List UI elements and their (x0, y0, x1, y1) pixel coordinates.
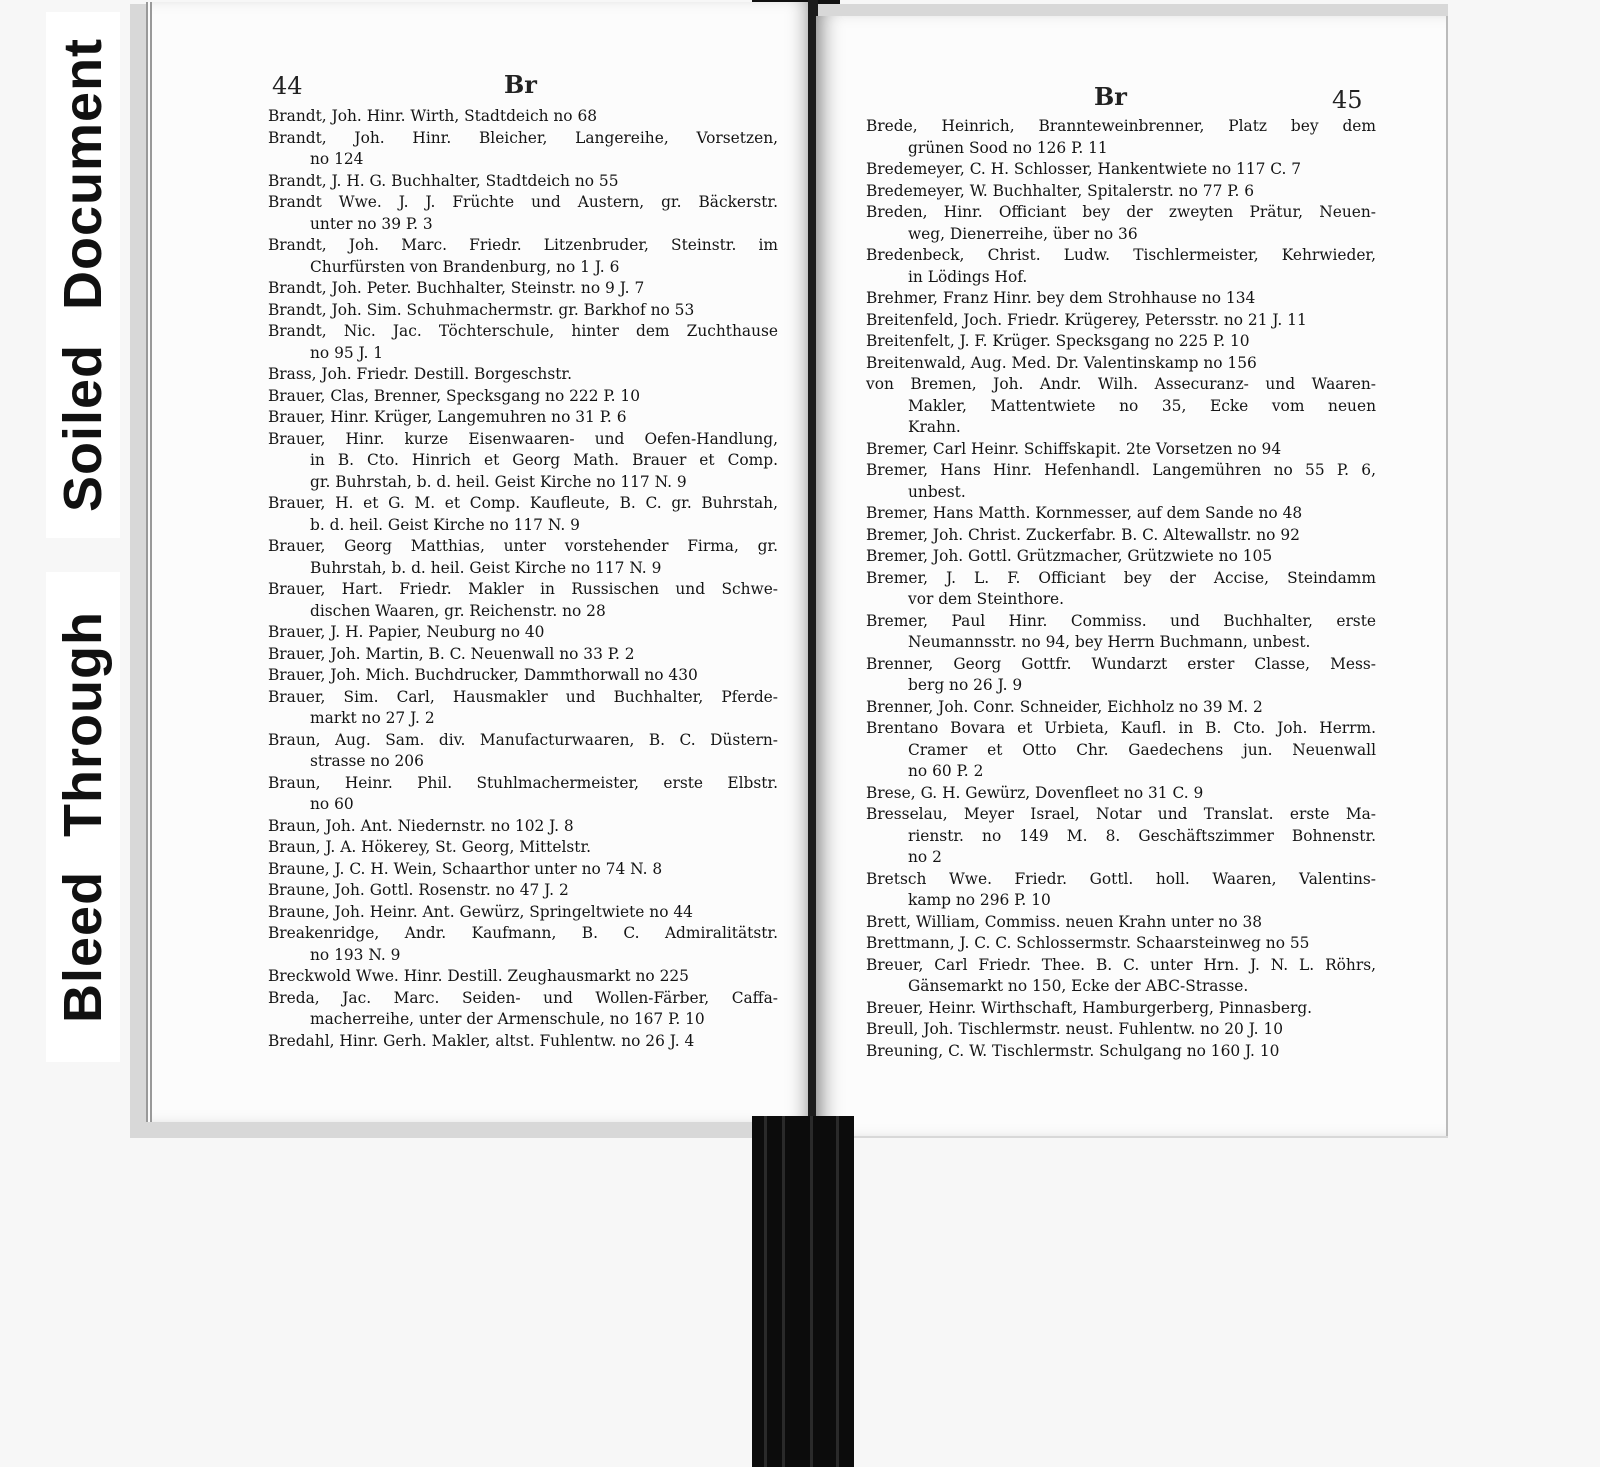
directory-entry (866, 1019, 1376, 1041)
entry-line: Brauer, Clas, Brenner, Specksgang no 222 P. 10 (268, 386, 641, 405)
entry-continuation-line: macherreihe, unter der Armenschule, no 167 P. 10 (310, 1010, 705, 1028)
entry-line: Braune, Joh. Heinr. Ant. Gewürz, Springeltwiete no 44 (268, 902, 693, 921)
directory-entry (866, 374, 1376, 439)
directory-entry (268, 386, 778, 408)
entry-line: Braune, J. C. H. Wein, Schaarthor unter no 74 N. 8 (268, 859, 663, 878)
entry-line: Bremer, Carl Heinr. Schiffskapit. 2te Vorsetzen no 94 (866, 439, 1282, 458)
directory-entry (866, 353, 1376, 375)
directory-entry (268, 321, 778, 364)
directory-entry (268, 730, 778, 773)
entry-continuation-line: no 124 (310, 150, 364, 168)
directory-entry (268, 859, 778, 881)
directory-entry (866, 1041, 1376, 1063)
entry-line: Breda, Jac. Marc. Seiden- und Wollen-Färber, Caffa- (268, 988, 778, 1007)
directory-entry (268, 171, 778, 193)
left-page-heading: Br (504, 70, 537, 99)
entry-line: Brass, Joh. Friedr. Destill. Borgeschstr. (268, 365, 572, 383)
left-page (146, 2, 814, 1122)
entry-line: Bremer, J. L. F. Officiant bey der Accise, Steindamm (866, 568, 1376, 587)
entry-continuation-line: in B. Cto. Hinrich et Georg Math. Brauer et Comp. (310, 451, 778, 469)
directory-entry (268, 622, 778, 644)
entry-line: Bredenbeck, Christ. Ludw. Tischlermeister, Kehrwieder, (866, 246, 1376, 264)
entry-line: Breuning, C. W. Tischlermstr. Schulgang no 160 J. 10 (866, 1041, 1280, 1060)
directory-entry (268, 364, 778, 386)
directory-entry (268, 106, 778, 128)
entry-line: Bredemeyer, W. Buchhalter, Spitalerstr. no 77 P. 6 (866, 181, 1255, 200)
entry-line: Brett, William, Commiss. neuen Krahn unter no 38 (866, 912, 1263, 931)
directory-entry (866, 181, 1376, 203)
entry-continuation-line: Makler, Mattentwiete no 35, Ecke vom neuen (908, 396, 1376, 415)
entry-line: Brauer, Joh. Martin, B. C. Neuenwall no 33 P. 2 (268, 644, 635, 663)
directory-entry (866, 159, 1376, 181)
entry-line: Bremer, Hans Hinr. Hefenhandl. Langemühren no 55 P. 6, (866, 461, 1376, 479)
directory-entry (866, 439, 1376, 461)
directory-entry (268, 902, 778, 924)
directory-entry (268, 687, 778, 730)
entry-line: Braun, Joh. Ant. Niedernstr. no 102 J. 8 (268, 816, 574, 835)
directory-entry (866, 546, 1376, 568)
entry-continuation-line: Krahn. (908, 418, 961, 436)
directory-entry (866, 783, 1376, 805)
entry-continuation-line: no 60 P. 2 (908, 762, 984, 780)
directory-entry (866, 331, 1376, 353)
entry-continuation-line: markt no 27 J. 2 (310, 709, 435, 727)
directory-entry (268, 278, 778, 300)
directory-entry (268, 235, 778, 278)
bottom-tab (752, 1116, 854, 1467)
entry-line: Braun, Heinr. Phil. Stuhlmachermeister, erste Elbstr. (268, 773, 778, 792)
directory-entry (866, 955, 1376, 998)
directory-entry (866, 310, 1376, 332)
directory-entry (866, 697, 1376, 719)
entry-line: Brese, G. H. Gewürz, Dovenfleet no 31 C. 9 (866, 783, 1204, 802)
entry-line: Breakenridge, Andr. Kaufmann, B. C. Admiralitätstr. (268, 924, 778, 942)
directory-entry (268, 192, 778, 235)
entry-continuation-line: Gänsemarkt no 150, Ecke der ABC-Strasse. (908, 977, 1249, 995)
entry-continuation-line: gr. Buhrstah, b. d. heil. Geist Kirche no 117 N. 9 (310, 472, 687, 491)
entry-line: Bresselau, Meyer Israel, Notar und Translat. erste Ma- (866, 805, 1376, 823)
entry-line: Bremer, Paul Hinr. Commiss. und Buchhalter, erste (866, 611, 1376, 630)
directory-entry (866, 568, 1376, 611)
directory-entry (268, 816, 778, 838)
entry-continuation-line: vor dem Steinthore. (908, 590, 1065, 608)
directory-entry (268, 493, 778, 536)
directory-entry (866, 288, 1376, 310)
directory-entry (268, 429, 778, 494)
entry-line: Brandt Wwe. J. J. Früchte und Austern, gr. Bäckerstr. (268, 193, 778, 211)
bleed-through-label: Bleed Through (46, 572, 120, 1062)
entry-line: Breuer, Carl Friedr. Thee. B. C. unter Hrn. J. N. L. Röhrs, (866, 955, 1376, 974)
entry-line: Braun, J. A. Hökerey, St. Georg, Mittelstr. (268, 838, 592, 856)
entry-line: Breull, Joh. Tischlermstr. neust. Fuhlentw. no 20 J. 10 (866, 1020, 1284, 1038)
entry-line: Breden, Hinr. Officiant bey der zweyten Prätur, Neuen- (866, 203, 1376, 221)
directory-entry (268, 880, 778, 902)
directory-entry (268, 536, 778, 579)
directory-entry (866, 525, 1376, 547)
entry-line: Brede, Heinrich, Brannteweinbrenner, Platz bey dem (866, 117, 1376, 135)
entry-line: Braune, Joh. Gottl. Rosenstr. no 47 J. 2 (268, 881, 569, 899)
entry-line: Braun, Aug. Sam. div. Manufacturwaaren, B. C. Düstern- (268, 730, 778, 749)
directory-entry (268, 407, 778, 429)
entry-line: Bretsch Wwe. Friedr. Gottl. holl. Waaren, Valentins- (866, 869, 1376, 888)
directory-entry (866, 116, 1376, 159)
entry-line: Bredemeyer, C. H. Schlosser, Hankentwiete no 117 C. 7 (866, 160, 1302, 178)
entry-continuation-line: kamp no 296 P. 10 (908, 891, 1051, 909)
entry-line: Bremer, Hans Matth. Kornmesser, auf dem Sande no 48 (866, 504, 1303, 522)
left-page-number: 44 (272, 72, 303, 100)
entry-line: Brenner, Joh. Conr. Schneider, Eichholz no 39 M. 2 (866, 697, 1263, 716)
entry-line: Brauer, J. H. Papier, Neuburg no 40 (268, 623, 545, 641)
entry-continuation-line: Cramer et Otto Chr. Gaedechens jun. Neuenwall (908, 740, 1376, 759)
entry-continuation-line: dischen Waaren, gr. Reichenstr. no 28 (310, 601, 606, 620)
directory-entry (866, 460, 1376, 503)
directory-entry (268, 579, 778, 622)
entry-line: Breuer, Heinr. Wirthschaft, Hamburgerberg, Pinnasberg. (866, 998, 1313, 1017)
entry-line: Brauer, Joh. Mich. Buchdrucker, Dammthorwall no 430 (268, 666, 698, 684)
directory-entry (268, 128, 778, 171)
directory-entry (268, 1031, 778, 1053)
entry-line: Breitenfelt, J. F. Krüger. Specksgang no 225 P. 10 (866, 332, 1250, 350)
entry-line: Bremer, Joh. Christ. Zuckerfabr. B. C. Altewallstr. no 92 (866, 525, 1300, 544)
entry-line: Brauer, Hinr. kurze Eisenwaaren- und Oefen-Handlung, (268, 429, 778, 448)
entry-line: Bredahl, Hinr. Gerh. Makler, altst. Fuhlentw. no 26 J. 4 (268, 1031, 695, 1050)
directory-entry (268, 923, 778, 966)
directory-entry (866, 912, 1376, 934)
directory-entry (268, 773, 778, 816)
left-entry-list (268, 106, 778, 1052)
right-page (816, 16, 1448, 1136)
entry-line: Brandt, Nic. Jac. Töchterschule, hinter dem Zuchthause (268, 322, 778, 340)
directory-entry (268, 837, 778, 859)
entry-continuation-line: grünen Sood no 126 P. 11 (908, 138, 1108, 157)
entry-continuation-line: berg no 26 J. 9 (908, 676, 1023, 694)
entry-continuation-line: Churfürsten von Brandenburg, no 1 J. 6 (310, 257, 620, 276)
entry-line: Brentano Bovara et Urbieta, Kaufl. in B. Cto. Joh. Herrm. (866, 719, 1376, 737)
entry-line: Brauer, Hart. Friedr. Makler in Russischen und Schwe- (268, 580, 778, 598)
entry-line: Brauer, Sim. Carl, Hausmakler und Buchhalter, Pferde- (268, 687, 778, 706)
right-entry-list (866, 116, 1376, 1062)
entry-line: Brauer, Hinr. Krüger, Langemuhren no 31 P. 6 (268, 408, 627, 426)
entry-continuation-line: unbest. (908, 482, 966, 501)
entry-continuation-line: Buhrstah, b. d. heil. Geist Kirche no 117 N. 9 (310, 558, 662, 577)
entry-continuation-line: rienstr. no 149 M. 8. Geschäftszimmer Bohnenstr. (908, 826, 1376, 845)
directory-entry (866, 804, 1376, 869)
entry-line: Brandt, Joh. Peter. Buchhalter, Steinstr. no 9 J. 7 (268, 279, 645, 297)
directory-entry (268, 966, 778, 988)
right-page-number: 45 (1332, 86, 1363, 114)
entry-continuation-line: strasse no 206 (310, 752, 424, 770)
directory-entry (268, 988, 778, 1031)
entry-line: Brandt, Joh. Hinr. Wirth, Stadtdeich no 68 (268, 107, 598, 125)
directory-entry (866, 998, 1376, 1020)
entry-continuation-line: no 95 J. 1 (310, 343, 384, 362)
directory-entry (866, 611, 1376, 654)
entry-line: Brandt, Joh. Hinr. Bleicher, Langereihe, Vorsetzen, (268, 128, 778, 147)
entry-line: Brandt, J. H. G. Buchhalter, Stadtdeich no 55 (268, 171, 619, 190)
entry-line: Brandt, Joh. Marc. Friedr. Litzenbruder, Steinstr. im (268, 236, 778, 254)
directory-entry (866, 654, 1376, 697)
entry-line: Brettmann, J. C. C. Schlossermstr. Schaarsteinweg no 55 (866, 934, 1310, 952)
directory-entry (866, 869, 1376, 912)
directory-entry (866, 718, 1376, 783)
entry-continuation-line: no 193 N. 9 (310, 945, 401, 964)
entry-continuation-line: unter no 39 P. 3 (310, 214, 433, 233)
entry-line: Breitenfeld, Joch. Friedr. Krügerey, Petersstr. no 21 J. 11 (866, 310, 1307, 329)
directory-entry (268, 644, 778, 666)
entry-continuation-line: b. d. heil. Geist Kirche no 117 N. 9 (310, 515, 580, 534)
right-page-heading: Br (1094, 82, 1127, 111)
directory-entry (268, 300, 778, 322)
entry-line: Brehmer, Franz Hinr. bey dem Strohhause no 134 (866, 289, 1256, 307)
entry-continuation-line: no 2 (908, 848, 942, 866)
entry-continuation-line: Neumannsstr. no 94, bey Herrn Buchmann, unbest. (908, 633, 1311, 651)
directory-entry (866, 933, 1376, 955)
directory-entry (866, 245, 1376, 288)
directory-entry (866, 503, 1376, 525)
entry-continuation-line: weg, Dienerreihe, über no 36 (908, 224, 1138, 243)
entry-continuation-line: no 60 (310, 795, 354, 813)
entry-line: von Bremen, Joh. Andr. Wilh. Assecuranz- und Waaren- (866, 375, 1376, 393)
directory-entry (268, 665, 778, 687)
directory-entry (866, 202, 1376, 245)
soiled-document-label: Soiled Document (46, 12, 120, 538)
entry-line: Brandt, Joh. Sim. Schuhmachermstr. gr. Barkhof no 53 (268, 300, 695, 319)
entry-line: Breckwold Wwe. Hinr. Destill. Zeughausmarkt no 225 (268, 967, 689, 985)
entry-line: Breitenwald, Aug. Med. Dr. Valentinskamp no 156 (866, 353, 1257, 372)
entry-line: Brenner, Georg Gottfr. Wundarzt erster Classe, Mess- (866, 654, 1376, 673)
entry-line: Brauer, Georg Matthias, unter vorstehender Firma, gr. (268, 537, 778, 555)
entry-line: Brauer, H. et G. M. et Comp. Kaufleute, B. C. gr. Buhrstah, (268, 494, 778, 512)
entry-continuation-line: in Lödings Hof. (908, 267, 1028, 286)
entry-line: Bremer, Joh. Gottl. Grützmacher, Grützwiete no 105 (866, 547, 1273, 565)
